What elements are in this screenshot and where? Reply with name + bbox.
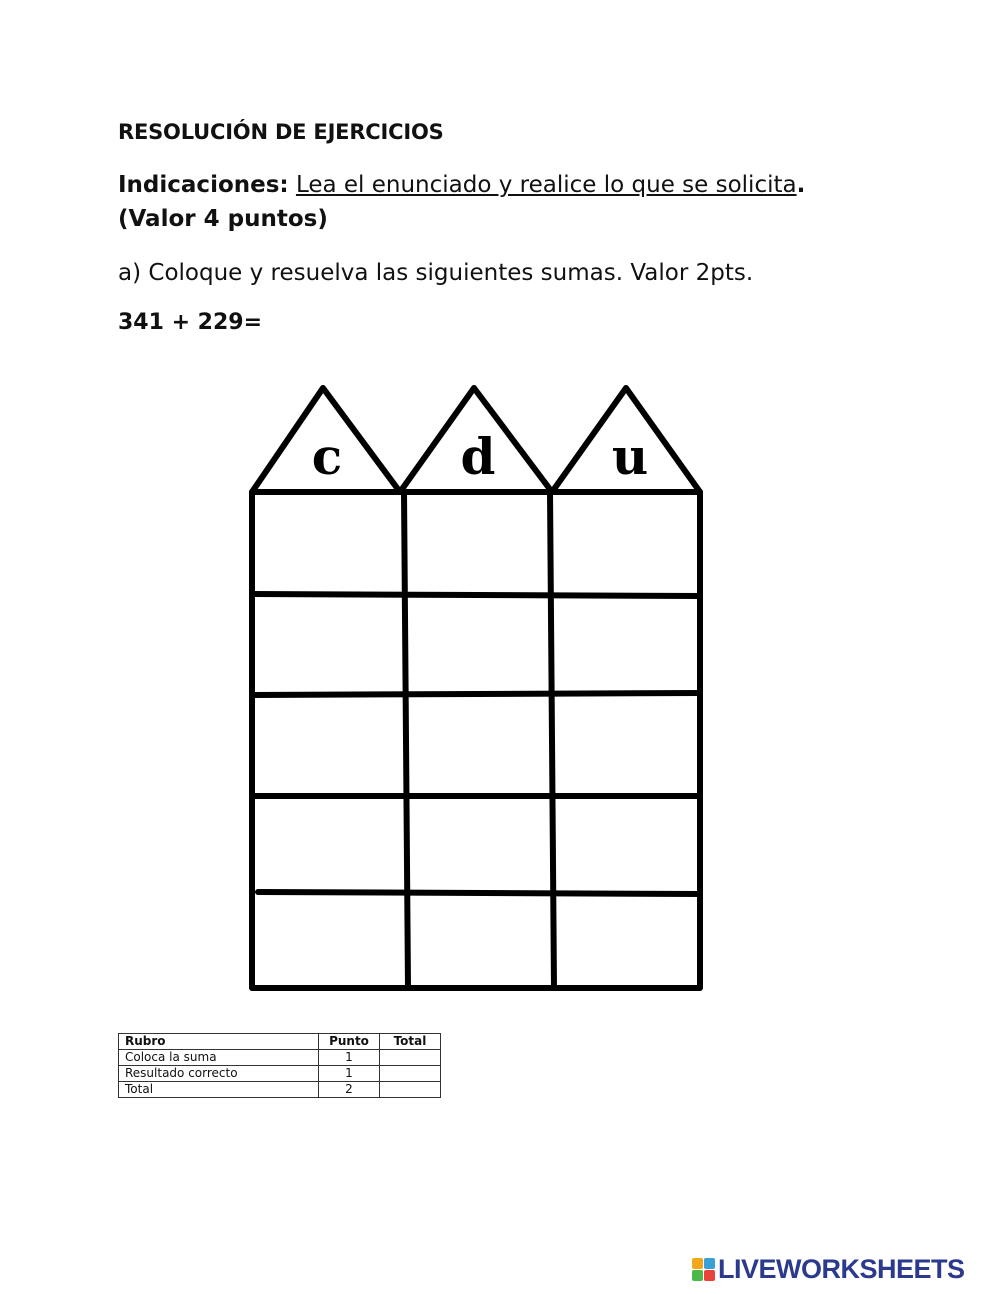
rubric-header-rubro: Rubro	[119, 1034, 319, 1050]
rubric-cell-punto: 1	[319, 1066, 380, 1082]
liveworksheets-logo-icon	[692, 1258, 716, 1282]
rubric-cell-rubro: Coloca la suma	[119, 1050, 319, 1066]
indications-value: (Valor 4 puntos)	[118, 206, 328, 232]
grid-row-line-4	[258, 892, 700, 894]
liveworksheets-brand	[692, 1254, 965, 1285]
grid-row-line-1	[252, 594, 700, 596]
rubric-header-total: Total	[380, 1034, 441, 1050]
column-label-d: d	[460, 427, 496, 486]
grid-divider-2	[550, 492, 554, 988]
rubric-cell-punto: 1	[319, 1050, 380, 1066]
rubric-header-row	[119, 1034, 441, 1050]
grid-row-line-2	[252, 693, 700, 695]
table-row	[119, 1066, 441, 1082]
rubric-cell-rubro: Total	[119, 1082, 319, 1098]
column-label-u: u	[611, 427, 649, 486]
rubric-header-punto: Punto	[319, 1034, 380, 1050]
place-value-grid	[230, 370, 730, 1010]
table-row	[119, 1050, 441, 1066]
grid-frame	[252, 492, 700, 988]
indications-label: Indicaciones:	[118, 172, 289, 198]
indications-period: .	[796, 172, 806, 198]
question-a: a) Coloque y resuelva las siguientes sumas. Valor 2pts.	[118, 260, 754, 286]
indications	[118, 168, 908, 236]
operation: 341 + 229=	[118, 310, 263, 335]
indications-text: Lea el enunciado y realice lo que se solicita	[295, 172, 797, 198]
table-row	[119, 1082, 441, 1098]
rubric-cell-rubro: Resultado correcto	[119, 1066, 319, 1082]
rubric-cell-total[interactable]	[380, 1050, 441, 1066]
page-title: RESOLUCIÓN DE EJERCICIOS	[118, 120, 444, 144]
rubric-table	[118, 1033, 441, 1098]
rubric-cell-total[interactable]	[380, 1082, 441, 1098]
column-label-c: c	[311, 427, 343, 486]
rubric-cell-total[interactable]	[380, 1066, 441, 1082]
grid-divider-1	[404, 492, 408, 988]
rubric-cell-punto: 2	[319, 1082, 380, 1098]
brand-name: LIVEWORKSHEETS	[718, 1254, 965, 1284]
